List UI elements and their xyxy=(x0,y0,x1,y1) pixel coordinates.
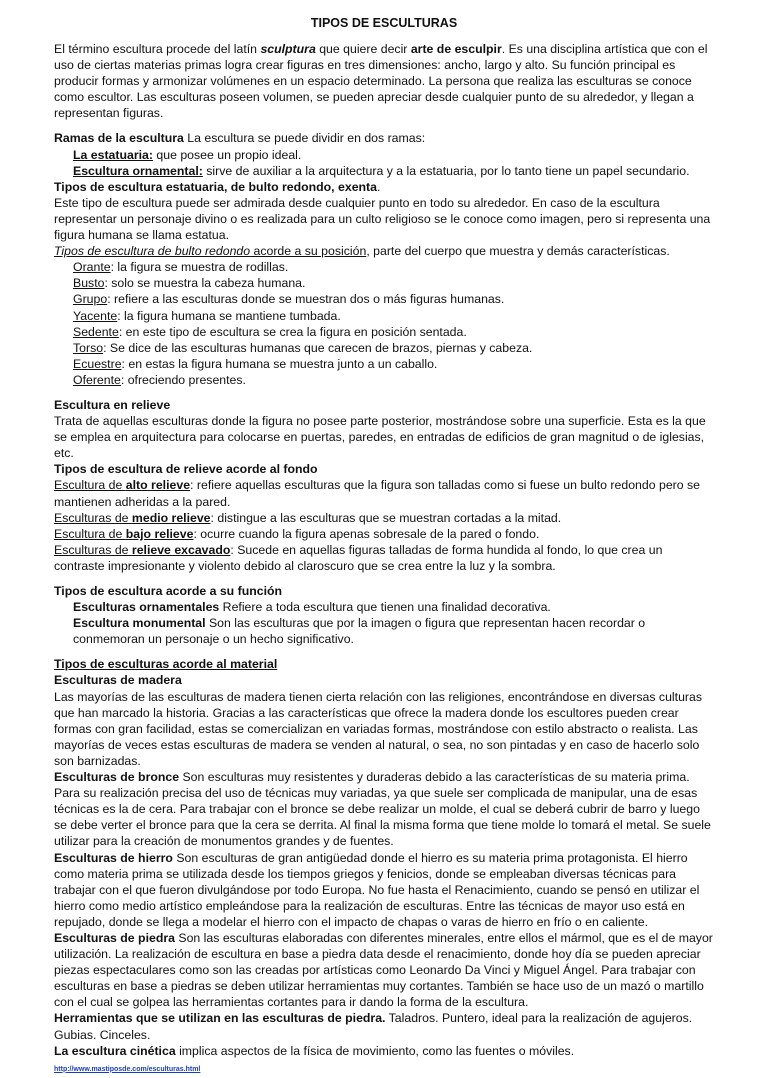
list-item-label: Busto xyxy=(73,276,105,291)
ramas-line xyxy=(54,130,714,146)
relieve-item-type: bajo relieve xyxy=(125,526,194,541)
rama-ornamental-text: sirve de auxiliar a la arquitectura y a la estatuaria, por lo tanto tiene un papel secundario. xyxy=(202,163,690,178)
piedra-text: Son las esculturas elaboradas con diferentes minerales, entre ellos el mármol, que es el de mayor utilización. La realización de escultura en base a piedra data desde el renacimiento, donde hoy día se pueden apreciar piezas espectaculares como son las creadas por artísticas como Leonardo Da Vinci y Miguel Ángel. Para trabajar con esculturas en base a piedras se deben utilizar herramientas muy cortantes. También se hace uso de un mazó o martillo con el cual se golpea las herramientas cortantes para ir dando la forma de la escultura. xyxy=(54,930,713,1010)
list-item-text: : en estas la figura humana se muestra junto a un caballo. xyxy=(121,356,438,371)
estatuaria-heading-end: . xyxy=(376,179,381,194)
list-item-label: Orante xyxy=(73,260,111,275)
relieve-item-text: : Sucede en aquellas figuras talladas de forma hundida al fondo, lo que crea un contraste impresionante y violento debido al claroscuro que se crea entre la luz y la sombra. xyxy=(54,542,663,573)
herramientas-heading: Herramientas que se utilizan en las esculturas de piedra. xyxy=(54,1011,386,1026)
relieve-item-text: : distingue a las esculturas que se muestran cortadas a la mitad. xyxy=(210,510,562,525)
cinetica-heading: La escultura cinética xyxy=(54,1043,176,1058)
funcion-item-text: Refiere a toda escultura que tienen una finalidad decorativa. xyxy=(219,600,551,615)
estatuaria-heading xyxy=(54,179,714,195)
relieve-item-prefix: Escultura de xyxy=(54,478,126,493)
estatuaria-paragraph: Este tipo de escultura puede ser admirada desde cualquier punto en todo su alrededor. En caso de la escultura representar un personaje divino o es realizada para un culto religioso se le conoce como imagen, pero si representa una figura humana se llama estatua. xyxy=(54,195,711,243)
list-item xyxy=(54,291,714,307)
list-item xyxy=(54,372,714,388)
list-item xyxy=(54,259,714,275)
list-item xyxy=(54,599,714,615)
list-item-text: : en este tipo de escultura se crea la figura en posición sentada. xyxy=(118,324,467,339)
funcion-item-label: Esculturas ornamentales xyxy=(73,600,220,615)
herramientas-text: Taladros. Puntero, ideal para la realización de agujeros. Gubias. Cinceles. xyxy=(54,1011,693,1042)
list-item-label: Grupo xyxy=(73,292,108,307)
material-heading: Tipos de esculturas acorde al material xyxy=(54,657,278,672)
bulto-italic: Tipos de escultura de bulto redondo xyxy=(54,244,251,259)
bulto-rest: , parte del cuerpo que muestra y demás características. xyxy=(366,244,670,259)
ramas-heading: Ramas de la escultura xyxy=(54,131,184,146)
relieve-heading: Escultura en relieve xyxy=(54,397,171,412)
list-item-label: Yacente xyxy=(73,308,118,323)
estatuaria-heading-text: Tipos de escultura estatuaria, de bulto redondo, exenta xyxy=(54,179,377,194)
list-item-text: : ofreciendo presentes. xyxy=(120,372,246,387)
intro-meaning: arte de esculpir xyxy=(410,42,502,56)
list-item-text: : Se dice de las esculturas humanas que carecen de brazos, piernas y cabeza. xyxy=(103,340,533,355)
cinetica-paragraph xyxy=(54,1043,714,1078)
list-item xyxy=(54,340,714,356)
list-item xyxy=(54,324,714,340)
hierro-heading: Esculturas de hierro xyxy=(54,850,173,865)
list-item-text: : solo se muestra la cabeza humana. xyxy=(104,276,306,291)
rama-estatuaria-text: que posee un propio ideal. xyxy=(152,147,302,162)
list-item-text: : la figura humana se mantiene tumbada. xyxy=(117,308,341,323)
relieve-item-prefix: Esculturas de xyxy=(54,510,132,525)
madera-paragraph: Las mayorías de las esculturas de madera tienen cierta relación con las religiones, encontrándose en diversas culturas que han marcado la historia. Gracias a las características que ofrece la madera donde los escultores pueden crear formas con gran facilidad, estas se comercializan en variadas formas, mostrándose con estilo abstracto o realista. Las mayorías de veces estas esculturas de madera se venden al natural, o sea, no son pintadas y en caso de hacerlo solo son barnizadas. xyxy=(54,689,702,768)
relieve-item-prefix: Esculturas de xyxy=(54,542,132,557)
rama-ornamental xyxy=(54,163,714,179)
hierro-paragraph xyxy=(54,850,714,930)
relieve-item-type: alto relieve xyxy=(125,478,191,493)
list-item-label: Ecuestre xyxy=(73,356,122,371)
relieve-item-type: relieve excavado xyxy=(131,542,231,557)
list-item xyxy=(54,275,714,291)
list-item-text: : refiere a las esculturas donde se muestran dos o más figuras humanas. xyxy=(107,292,505,307)
relieve-item-text: : refiere aquellas esculturas que la figura son talladas como si fuese un bulto redondo pero se mantienen adheridas a la pared. xyxy=(54,478,700,509)
list-item-label: Torso xyxy=(73,340,104,355)
relieve-fondo-heading: Tipos de escultura de relieve acorde al fondo xyxy=(54,462,318,477)
list-item xyxy=(54,308,714,324)
list-item xyxy=(54,615,714,647)
intro-latin-term: sculptura xyxy=(260,42,316,56)
relieve-item-type: medio relieve xyxy=(131,510,211,525)
list-item-label: Oferente xyxy=(73,372,121,387)
bulto-underlined: acorde a su posición xyxy=(250,244,367,259)
funcion-item-text: Son las esculturas que por la imagen o figura que representan hacen recordar o conmemoran un personaje o un hecho significativo. xyxy=(73,616,646,647)
madera-heading: Esculturas de madera xyxy=(54,673,182,688)
list-item xyxy=(54,477,714,509)
intro-text: . Es una disciplina artística que con el uso de ciertas materias primas logra crear figuras en tres dimensiones: ancho, largo y alto. Su función principal es producir formas y armonizar volúmenes en un espacio determinado. La persona que realiza las esculturas se conoce como escultor. Las esculturas poseen volumen, se pueden apreciar desde cualquier punto de su alrededor, y llegan a representan figuras. xyxy=(54,42,708,121)
rama-estatuaria-label: La estatuaria: xyxy=(73,147,153,162)
bronce-text: Son esculturas muy resistentes y duraderas debido a las características de su materia prima. Para su realización precisa del uso de técnicas muy variadas, ya que suele ser complicada de manipular, una de esas técnicas es la de cera. Para trabajar con el bronce se debe realizar un molde, el cual se deberá cubrir de barro y luego se debe verter el bronce para que la cera se derrita. Al final la misma forma que tiene molde lo tomará el metal. Se suele utilizar para la creación de monumentos grandes y de fuentes. xyxy=(54,770,711,849)
list-item xyxy=(54,510,714,526)
rama-estatuaria xyxy=(54,147,714,163)
hierro-text: Son esculturas de gran antigüedad donde el hierro es su materia prima protagonista. El hierro como materia prima se utilizada desde los tiempos griegos y fenicios, donde se empleaban diversas técnicas para trabajar con el que fueron divulgándose por todo Europa. No fue hasta el Renacimiento, cuando se pensó en utilizar el hierro como medio artístico empleándose para la realización de esculturas. Entre las técnicas de mayor uso está en repujado, donde se llega a modelar el hierro con el impacto de chapas o varas de hierro en frío o en caliente. xyxy=(54,850,700,929)
piedra-heading: Esculturas de piedra xyxy=(54,930,175,945)
cinetica-text: implica aspectos de la física de movimiento, como las fuentes o móviles. xyxy=(175,1043,575,1058)
relieve-paragraph: Trata de aquellas esculturas donde la figura no posee parte posterior, mostrándose sobre una superficie. Esta es la que se emplea en arquitectura para colocarse en puertas, paredes, en entradas de edificios de gran magnitud o de iglesias, etc. xyxy=(54,414,706,461)
list-item xyxy=(54,542,714,574)
intro-paragraph xyxy=(54,41,714,121)
bronce-paragraph xyxy=(54,769,714,849)
funcion-item-label: Escultura monumental xyxy=(73,616,206,631)
rama-ornamental-label: Escultura ornamental: xyxy=(73,163,203,178)
list-item-label: Sedente xyxy=(73,324,119,339)
herramientas-paragraph xyxy=(54,1010,714,1042)
bulto-redondo-line xyxy=(54,243,714,259)
bronce-heading: Esculturas de bronce xyxy=(54,770,180,785)
list-item-text: : la figura se muestra de rodillas. xyxy=(110,260,289,275)
relieve-item-text: : ocurre cuando la figura apenas sobresale de la pared o fondo. xyxy=(193,526,540,541)
ramas-text: La escultura se puede dividir en dos ramas: xyxy=(183,131,426,146)
intro-text: El término escultura procede del latín xyxy=(54,42,261,56)
list-item xyxy=(54,526,714,542)
piedra-paragraph xyxy=(54,930,714,1010)
intro-text: que quiere decir xyxy=(315,42,411,56)
list-item xyxy=(54,356,714,372)
funcion-heading: Tipos de escultura acorde a su función xyxy=(54,584,283,598)
relieve-item-prefix: Escultura de xyxy=(54,526,126,541)
page-title: TIPOS DE ESCULTURAS xyxy=(310,16,458,30)
source-link[interactable]: http://www.mastiposde.com/esculturas.html xyxy=(54,1065,201,1073)
